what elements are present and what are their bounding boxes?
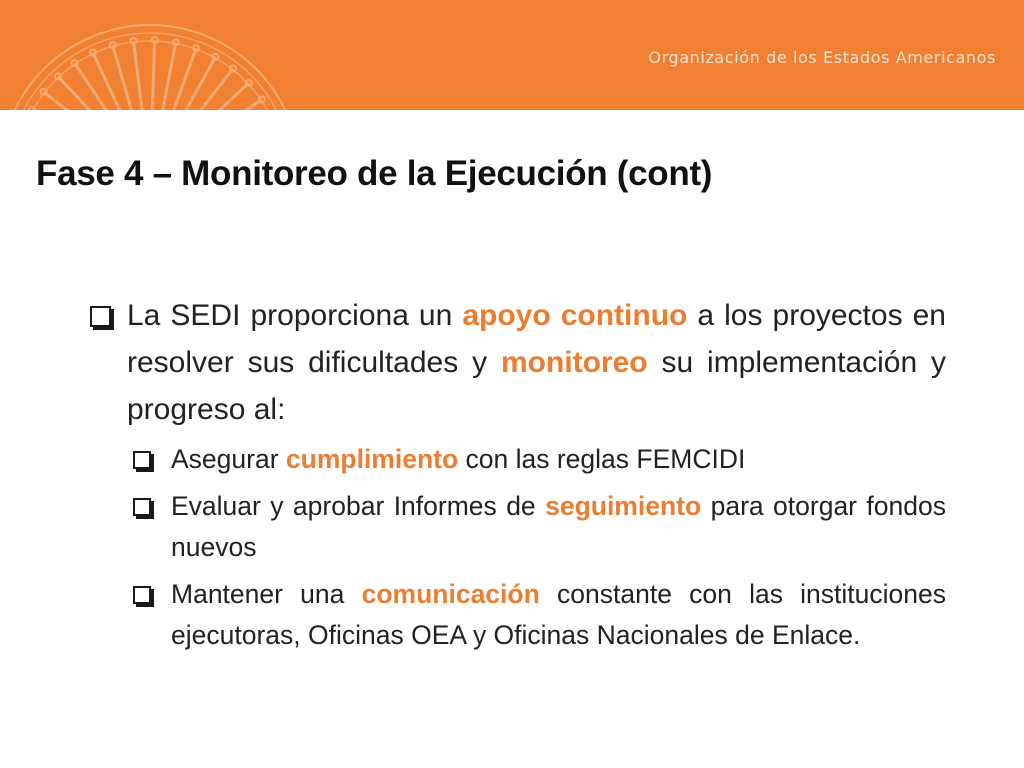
bullet-text: La SEDI proporciona un <box>127 299 463 332</box>
bullet-item <box>133 439 946 480</box>
highlighted-text: cumplimiento <box>285 444 459 474</box>
bullet-item <box>90 292 946 433</box>
bullet-list <box>90 292 946 656</box>
bullet-text: constante con las instituciones ejecutoras, Oficinas OEA y Oficinas Nacionales de Enlace. <box>171 579 946 650</box>
bullet-text: para otorgar fondos nuevos <box>171 491 946 562</box>
bullet-item <box>133 574 946 656</box>
bullet-item <box>133 486 946 568</box>
checkbox-bullet-icon <box>133 498 151 516</box>
highlighted-text: seguimiento <box>545 491 702 521</box>
highlighted-text: apoyo continuo <box>462 299 688 332</box>
bullet-text: Asegurar <box>171 444 286 474</box>
header-banner <box>0 0 1024 110</box>
oas-seal-icon <box>0 0 300 110</box>
highlighted-text: comunicación <box>361 579 540 609</box>
bullet-text: a los proyectos en resolver sus dificultades y <box>127 299 946 379</box>
bullet-text: con las reglas FEMCIDI <box>458 444 746 474</box>
checkbox-bullet-icon <box>90 306 111 327</box>
highlighted-text: monitoreo <box>500 346 648 379</box>
bullet-text: Evaluar y aprobar Informes de <box>171 491 546 521</box>
bullet-text: su implementación y progreso al: <box>127 346 946 426</box>
checkbox-bullet-icon <box>133 451 151 469</box>
checkbox-bullet-icon <box>133 586 151 604</box>
bullet-text: Mantener una <box>171 579 362 609</box>
organization-name: Organización de los Estados Americanos <box>648 48 996 67</box>
slide-title: Fase 4 – Monitoreo de la Ejecución (cont) <box>36 154 713 193</box>
